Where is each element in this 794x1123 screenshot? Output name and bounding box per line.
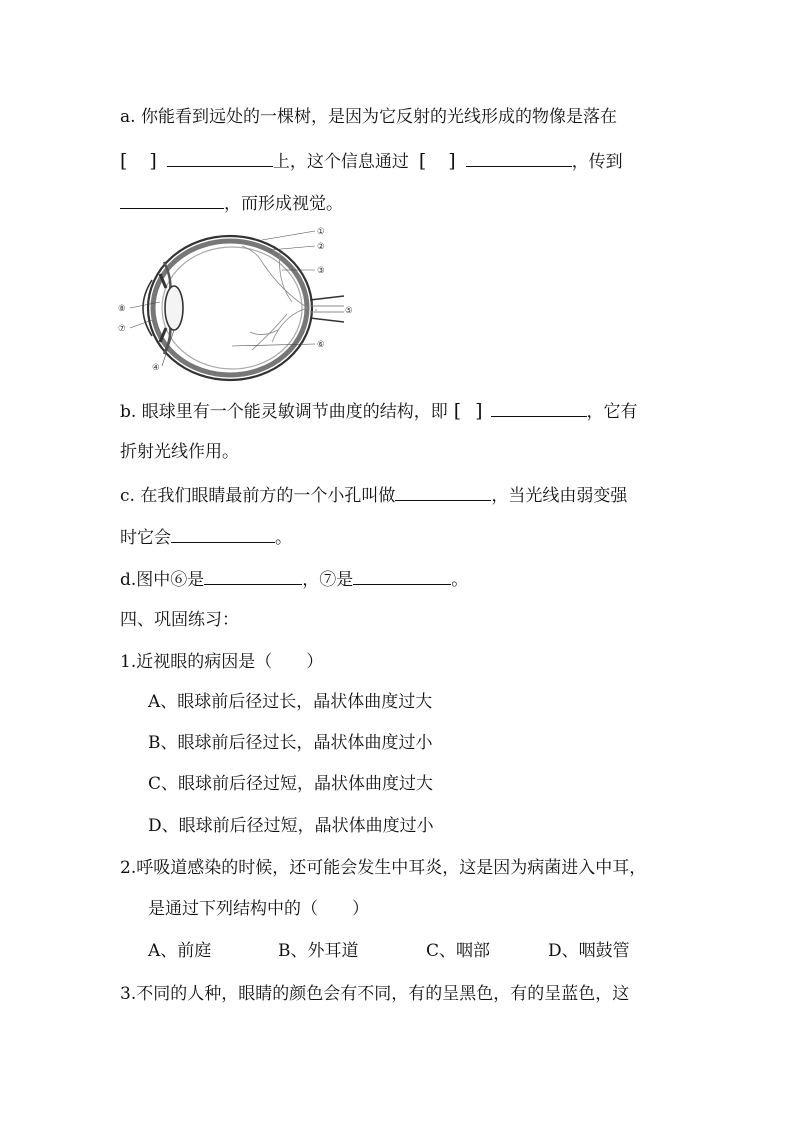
- optic-nerve: [310, 296, 344, 322]
- question-d-end: 。: [451, 570, 469, 590]
- question-b-line-2: [120, 440, 239, 464]
- question-c-tail-end: 。: [275, 528, 292, 548]
- q2-stem-line-1: 2.呼吸道感染的时候，还可能会发生中耳炎，这是因为病菌进入中耳，: [120, 858, 647, 878]
- question-c-line-2: [120, 524, 292, 550]
- answer-blank[interactable]: [395, 482, 491, 501]
- bracket-close: ]: [448, 150, 456, 172]
- answer-blank[interactable]: [167, 148, 273, 167]
- q2-stem-line-2: 是通过下列结构中的（ ）: [148, 899, 369, 919]
- q1-option-d[interactable]: D、眼球前后径过短，晶状体曲度过小: [148, 816, 434, 836]
- question-a-mid-text: 上，这个信息通过: [272, 152, 409, 172]
- leader-lines: [130, 231, 317, 366]
- lens: [165, 286, 183, 330]
- q2-option-b[interactable]: B、外耳道: [278, 941, 359, 961]
- question-c-line-1: [120, 482, 627, 508]
- optic-nerve-fibers: [310, 306, 344, 312]
- q2-option-c[interactable]: C、咽部: [426, 941, 491, 961]
- answer-blank[interactable]: [204, 566, 302, 585]
- label-2: ②: [317, 242, 325, 252]
- question-a-end-text: ，传到: [571, 152, 623, 172]
- label-1: ①: [317, 227, 325, 237]
- answer-blank[interactable]: [171, 524, 275, 543]
- question-b-tail-text: 折射光线作用。: [120, 442, 239, 462]
- question-c-end-text: ，当光线由弱变强: [491, 486, 628, 506]
- label-4: ④: [152, 363, 160, 373]
- question-a-line-1: [120, 105, 617, 129]
- question-b-end-text: ，它有: [586, 402, 638, 422]
- section-title: 四、巩固练习：: [120, 610, 239, 630]
- bracket-open: [: [453, 400, 462, 422]
- question-d-line: [120, 566, 468, 592]
- bracket-close: ]: [475, 400, 483, 422]
- label-7: ⑦: [118, 324, 126, 334]
- bracket-close: ]: [149, 150, 157, 172]
- question-d-mid: ，⑦是: [302, 570, 354, 590]
- q1-stem: 1.近视眼的病因是（ ）: [120, 652, 324, 672]
- question-a-tail-text: ，而形成视觉。: [224, 194, 343, 214]
- q2-option-a[interactable]: A、前庭: [148, 941, 212, 961]
- q2-option-d[interactable]: D、咽鼓管: [548, 941, 630, 961]
- question-a-line-3: [120, 190, 343, 216]
- question-d-start: d.图中⑥是: [120, 570, 205, 590]
- answer-blank[interactable]: [466, 148, 572, 167]
- answer-blank[interactable]: [353, 566, 451, 585]
- question-c-tail-start: 时它会: [120, 528, 171, 548]
- question-b-line-1: [120, 398, 638, 424]
- retinal-blood-vessels: [242, 246, 308, 350]
- bracket-open: [: [120, 150, 128, 172]
- question-b-text: b. 眼球里有一个能灵敏调节曲度的结构，即: [120, 402, 448, 422]
- question-a-text: a. 你能看到远处的一棵树，是因为它反射的光线形成的物像是落在: [120, 107, 617, 127]
- label-8: ⑧: [118, 304, 126, 314]
- label-6: ⑥: [317, 340, 325, 350]
- answer-blank[interactable]: [491, 398, 587, 417]
- q3-stem: 3.不同的人种，眼睛的颜色会有不同，有的呈黑色，有的呈蓝色，这: [120, 984, 630, 1004]
- q1-option-a[interactable]: A、眼球前后径过长，晶状体曲度过大: [148, 692, 433, 712]
- q2-options: [148, 939, 630, 963]
- question-c-text: c. 在我们眼睛最前方的一个小孔叫做: [120, 486, 396, 506]
- label-5: ⑤: [345, 306, 353, 316]
- question-a-line-2: [120, 148, 623, 174]
- bracket-open: [: [418, 150, 427, 172]
- answer-blank[interactable]: [120, 190, 224, 209]
- label-3: ③: [317, 266, 325, 276]
- q1-option-b[interactable]: B、眼球前后径过长，晶状体曲度过小: [148, 733, 433, 753]
- eyeball-diagram: [112, 222, 362, 382]
- q1-option-c[interactable]: C、眼球前后径过短，晶状体曲度过大: [148, 774, 434, 794]
